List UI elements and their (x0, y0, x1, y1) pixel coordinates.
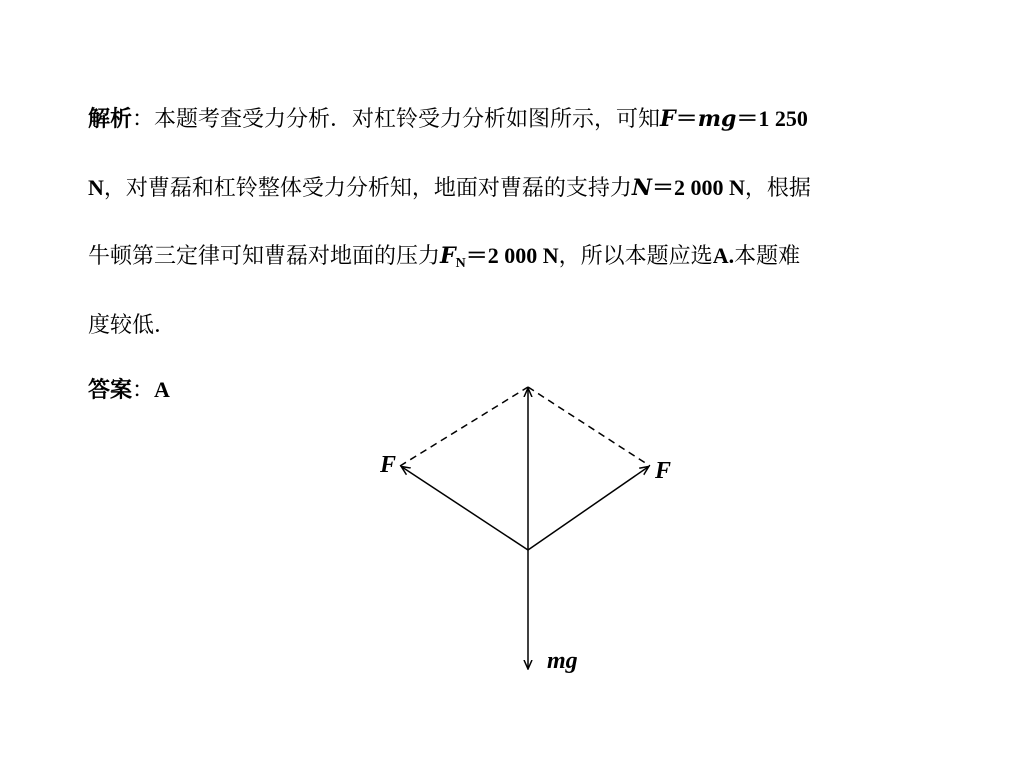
pressure-force-subscript: N (455, 256, 466, 271)
force-symbol-F: F (660, 106, 676, 132)
choice-A: A. (712, 243, 735, 268)
answer-value: A (154, 377, 170, 402)
analysis-label: 解析 (88, 106, 133, 132)
analysis-text-3-tail: 本题难 (734, 244, 801, 269)
answer-label: 答案 (88, 377, 133, 403)
right-force-label: F (655, 458, 672, 484)
mg-symbol: mg (697, 106, 737, 132)
pressure-force-value: 2 000 N (487, 243, 559, 268)
gravity-label: mg (547, 648, 578, 674)
equals-sign-3: ＝ (652, 175, 675, 200)
analysis-colon: ： (132, 107, 155, 132)
analysis-text-2: ，对曹磊和杠铃整体受力分析知，地面对曹磊的支持力 (103, 176, 632, 201)
analysis-text-4: 度较低． (88, 313, 177, 338)
support-force-symbol: N (631, 175, 653, 201)
analysis-text-3: 牛顿第三定律可知曹磊对地面的压力 (88, 244, 441, 269)
dashed-line-right (528, 387, 650, 466)
pressure-force-symbol: F (440, 243, 456, 269)
analysis-text-2-tail: ，根据 (744, 176, 811, 201)
support-force-value: 2 000 N (674, 175, 745, 200)
left-force-label: F (380, 452, 397, 478)
analysis-text-1: 本题考查受力分析．对杠铃受力分析如图所示，可知 (154, 107, 661, 132)
unit-N: N (88, 175, 104, 200)
answer-colon: ： (132, 378, 155, 403)
equals-sign: ＝ (675, 106, 698, 131)
equals-sign-2: ＝ (736, 106, 759, 131)
equals-sign-4: ＝ (465, 243, 488, 268)
left-force-arrow (402, 467, 528, 550)
right-force-arrow (528, 467, 648, 550)
force-value: 1 250 (758, 106, 808, 131)
dashed-line-left (400, 387, 528, 466)
analysis-text-3-mid: ，所以本题应选 (558, 244, 713, 269)
